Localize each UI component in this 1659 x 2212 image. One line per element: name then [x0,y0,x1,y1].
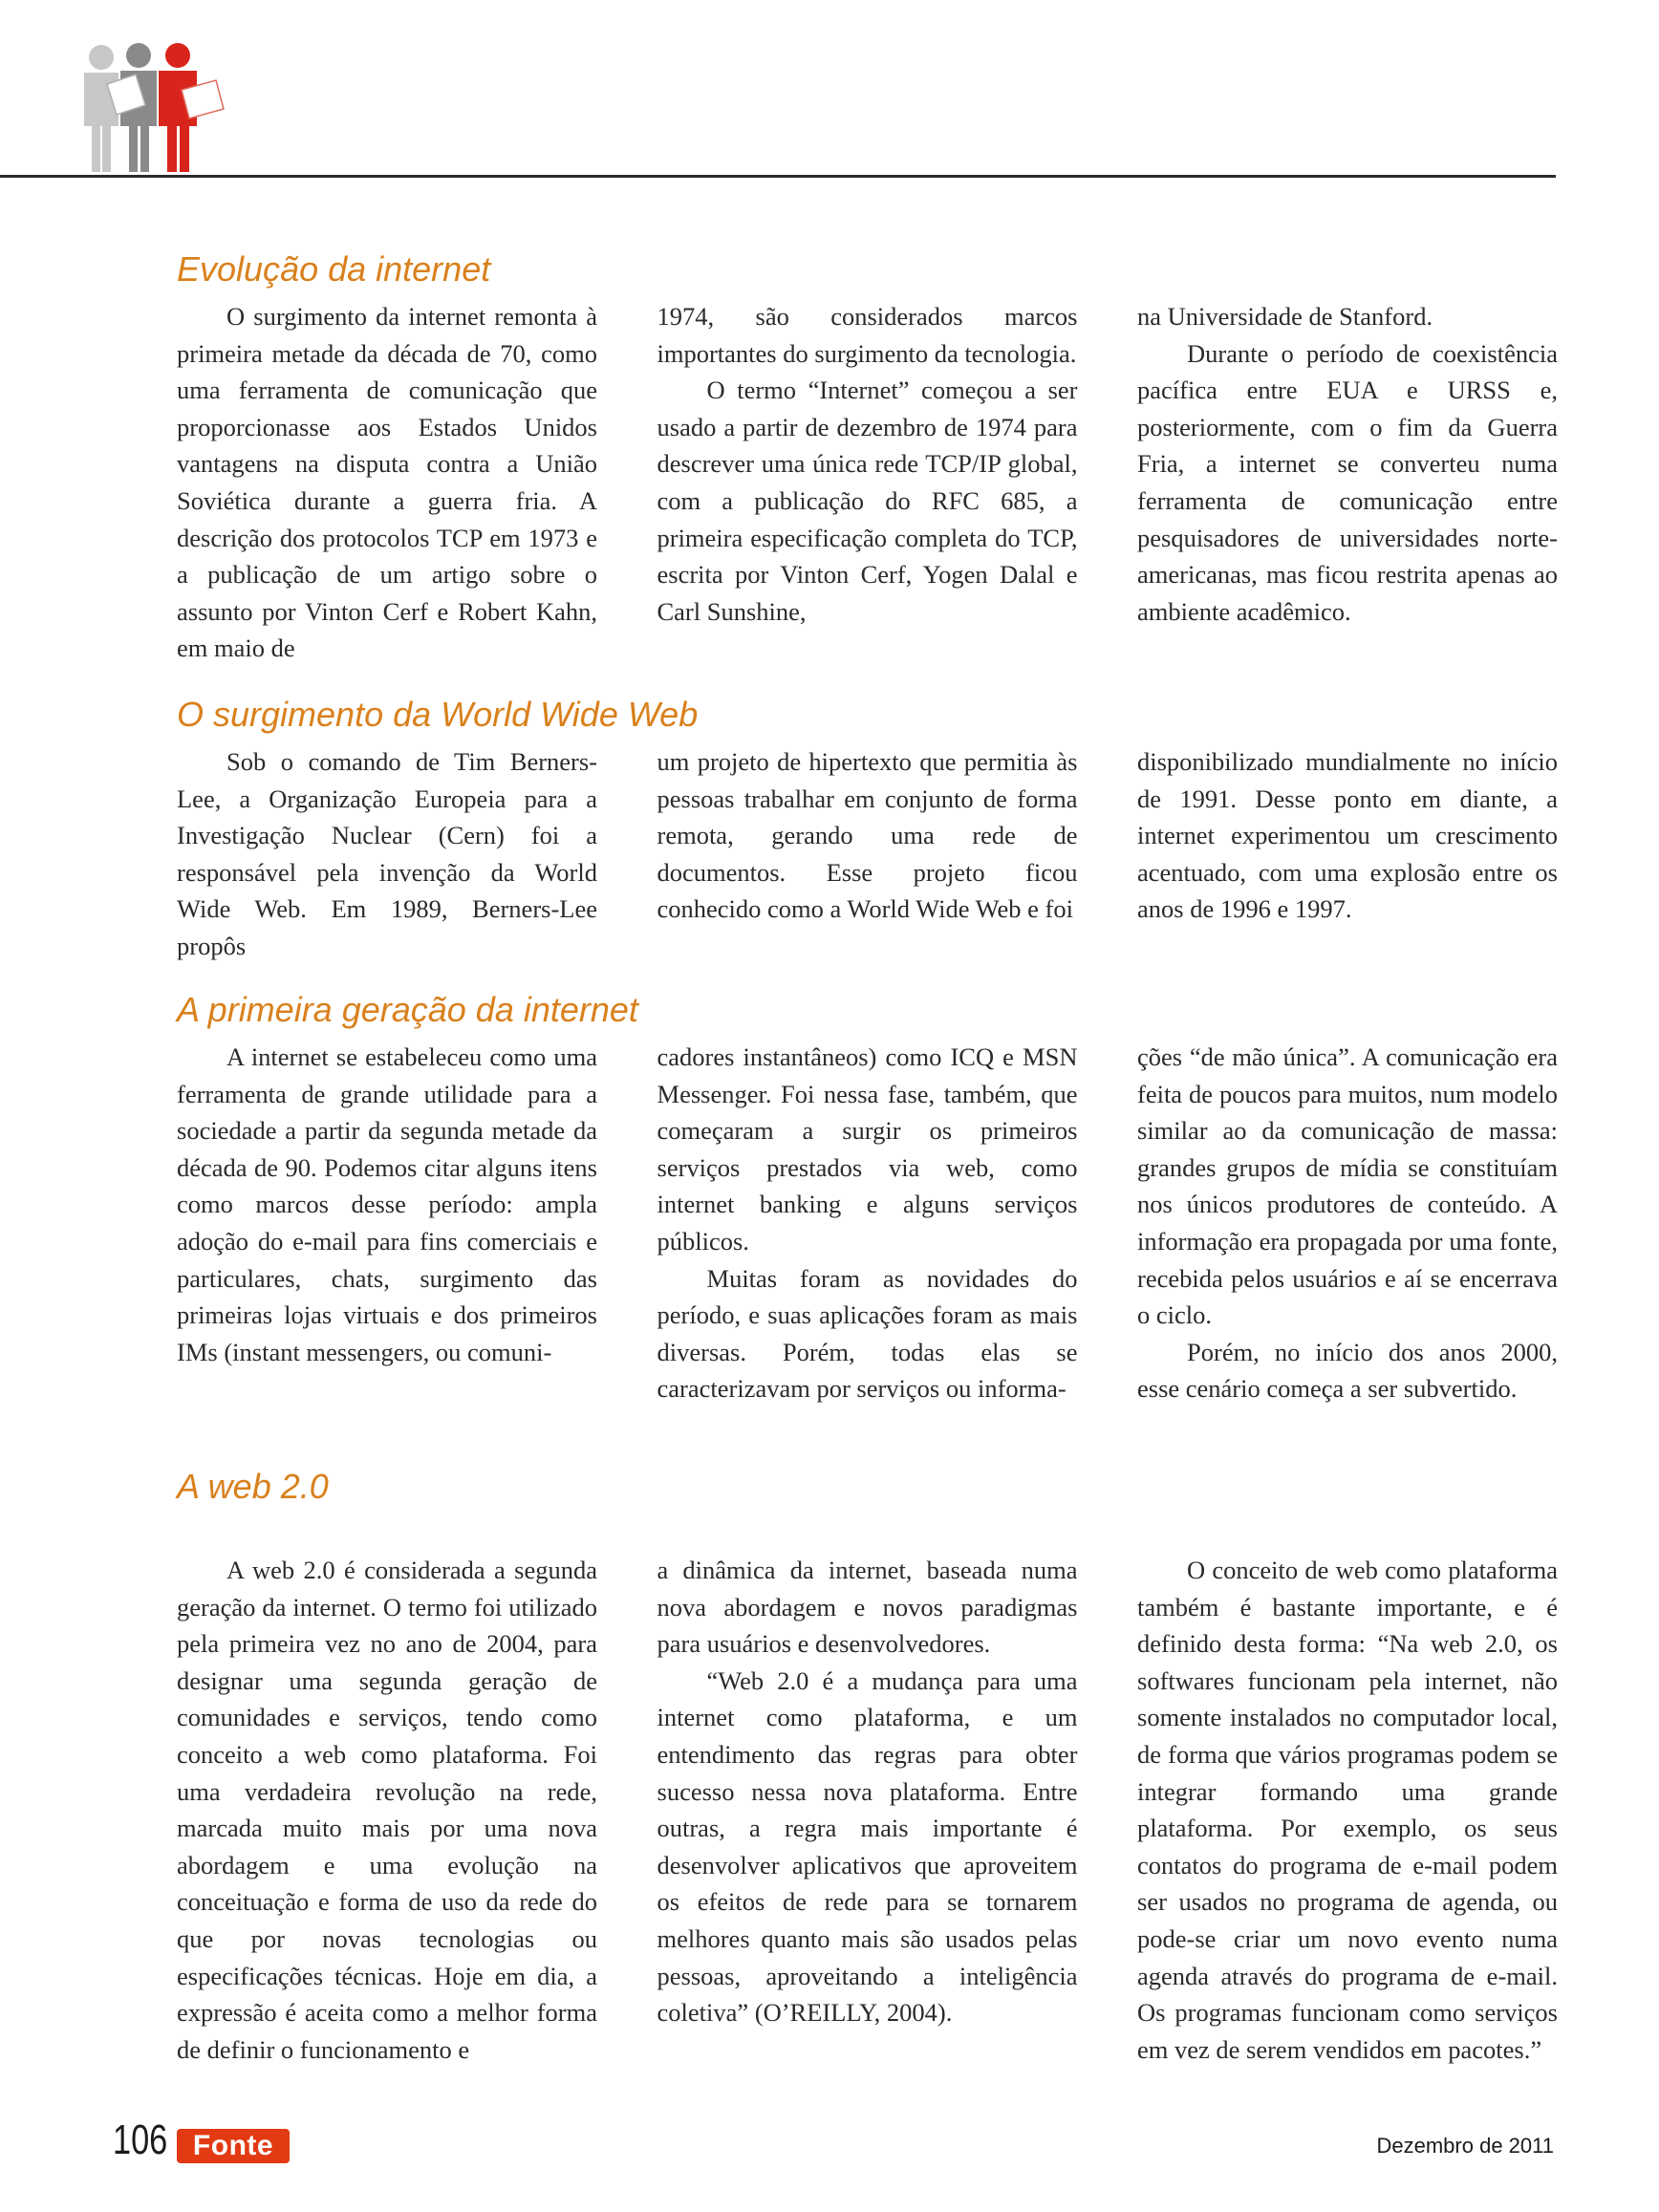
section-evolucao [177,250,1558,667]
section-title: A web 2.0 [177,1467,329,1506]
paragraph: a dinâmica da internet, baseada numa nova abordagem e novos paradigmas para usuários e desenvolvedores. [657,1556,1078,1659]
text-column [657,1552,1078,2068]
issue-date: Dezembro de 2011 [1376,2134,1554,2158]
paragraph: Sob o comando de Tim Berners-Lee, a Organização Europeia para a Investigação Nuclear (Cern) foi a responsável pela invenção da World Wide Web. Em 1989, Berners-Lee propôs [177,747,597,960]
text-column [1137,743,1558,965]
paragraph: 1974, são considerados marcos importantes do surgimento da tecnologia. [657,302,1078,368]
section-primeira-geracao [177,991,1558,1407]
page-number: 106 [113,2116,168,2163]
header-rule [0,175,1556,178]
paragraph: “Web 2.0 é a mudança para uma internet como plataforma, e um entendimento das regras para obter sucesso nessa nova plataforma. Entre outras, a regra mais importante é desenvolver aplicativos que aproveitem os efeitos de rede para se tornarem melhores quanto mais são usados pelas pessoas, aproveitando a inteligência coletiva” (O’REILLY, 2004). [657,1665,1078,2028]
paragraph: Muitas foram as novidades do período, e suas aplicações foram as mais diversas. Porém, todas elas se caracterizavam por serviços ou informa- [657,1263,1078,1404]
text-column [657,298,1078,667]
section-web-2-0 [177,1468,1558,2068]
paragraph: Durante o período de coexistência pacífica entre EUA e URSS e, posteriormente, com o fim da Guerra Fria, a internet se converteu numa ferramenta de comunicação entre pesquisadores de universidades norte-americanas, mas ficou restrita apenas ao ambiente acadêmico. [1137,338,1558,626]
paragraph: O conceito de web como plataforma também é bastante importante, e é definido desta forma: “Na web 2.0, os softwares funcionam pela internet, não somente instalados no computador local, de forma que vários programas podem se integrar formando uma grande plataforma. Por exemplo, os seus contatos do programa de e-mail podem ser usados no programa de agenda, ou pode-se criar um novo evento numa agenda através do programa de e-mail. Os programas funcionam como serviços em vez de serem vendidos em pacotes.” [1137,1556,1558,2064]
paragraph: A web 2.0 é considerada a segunda geração da internet. O termo foi utilizado pela primeira vez no ano de 2004, para designar uma segunda geração de comunidades e serviços, tendo como conceito a web como plataforma. Foi uma verdadeira revolução na rede, marcada muito mais por uma nova abordagem e uma evolução na conceituação e forma de uso da rede do que por novas tecnologias ou especificações técnicas. Hoje em dia, a expressão é aceita como a melhor forma de definir o funcionamento e [177,1556,597,2064]
paragraph: A internet se estabeleceu como uma ferramenta de grande utilidade para a sociedade a partir da segunda metade da década de 90. Podemos citar alguns itens como marcos desse período: ampla adoção do e-mail para fins comerciais e particulares, chats, surgimento das primeiras lojas virtuais e dos primeiros IMs (instant messengers, ou comuni- [177,1042,597,1366]
text-column [657,1039,1078,1407]
section-title: Evolução da internet [177,249,491,289]
three-people-logo-icon [75,40,227,174]
text-column [177,743,597,965]
text-column [177,1039,597,1407]
paragraph: O termo “Internet” começou a ser usado a partir de dezembro de 1974 para descrever uma única rede TCP/IP global, com a publicação do RFC 685, a primeira especificação completa do TCP, escrita por Vinton Cerf, Yogen Dalal e Carl Sunshine, [657,376,1078,626]
brand-logo: Fonte [177,2129,290,2163]
text-column [177,1552,597,2068]
section-world-wide-web [177,696,1558,965]
section-title: A primeira geração da internet [177,990,638,1029]
paragraph: na Universidade de Stanford. [1137,302,1433,331]
paragraph: disponibilizado mundialmente no início de 1991. Desse ponto em diante, a internet experimentou um crescimento acentuado, com uma explosão entre os anos de 1996 e 1997. [1137,747,1558,924]
text-column [1137,1039,1558,1407]
text-column [1137,298,1558,667]
paragraph: O surgimento da internet remonta à primeira metade da década de 70, como uma ferramenta de comunicação que proporcionasse aos Estados Unidos vantagens na disputa contra a União Soviética durante a guerra fria. A descrição dos protocolos TCP em 1973 e a publicação de um artigo sobre o assunto por Vinton Cerf e Robert Kahn, em maio de [177,302,597,663]
paragraph: cadores instantâneos) como ICQ e MSN Messenger. Foi nessa fase, também, que começaram a surgir os primeiros serviços prestados via web, como internet banking e alguns serviços públicos. [657,1042,1078,1256]
text-column [657,743,1078,965]
text-column [177,298,597,667]
section-title: O surgimento da World Wide Web [177,695,699,734]
paragraph: ções “de mão única”. A comunicação era feita de poucos para muitos, num modelo similar ao da comunicação de massa: grandes grupos de mídia se constituíam nos únicos produtores de conteúdo. A informação era propagada por uma fonte, recebida pelos usuários e aí se encerrava o ciclo. [1137,1042,1558,1330]
text-column [1137,1552,1558,2068]
paragraph: Porém, no início dos anos 2000, esse cenário começa a ser subvertido. [1137,1337,1558,1404]
paragraph: um projeto de hipertexto que permitia às pessoas trabalhar em conjunto de forma remota, gerando uma rede de documentos. Esse projeto ficou conhecido como a World Wide Web e foi [657,747,1078,924]
